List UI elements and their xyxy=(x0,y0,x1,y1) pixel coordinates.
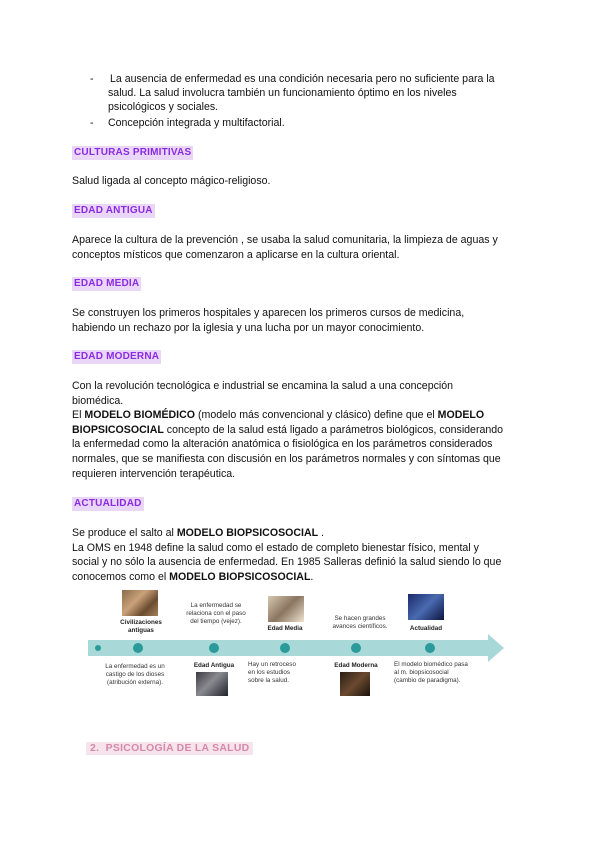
label-line: sobre la salud. xyxy=(248,677,289,684)
bullet-text: La ausencia de enfermedad es una condición necesaria pero no suficiente para la xyxy=(110,73,495,85)
text-run: . xyxy=(310,570,314,583)
bold-term: MODELO BIOPSICOSOCIAL xyxy=(176,527,319,539)
label-line: al m. biopsicosocial xyxy=(394,669,449,676)
section-number: 2. xyxy=(90,743,100,754)
bullet-text: Concepción integrada y multifactorial. xyxy=(108,117,285,129)
paragraph-moderna xyxy=(72,379,542,481)
timeline-note-retroceso xyxy=(248,661,318,685)
timeline-figure xyxy=(88,590,508,708)
heading-culturas-primitivas: CULTURAS PRIMITIVAS xyxy=(74,147,192,158)
bold-term: MODELO BIOMÉDICO xyxy=(84,409,196,422)
timeline-note-castigo xyxy=(94,663,176,687)
text-run: Se produce el salto al xyxy=(72,527,177,539)
text-run: . xyxy=(318,527,324,539)
text-run: concepto de la salud está ligado a parámetros biológicos, considerando xyxy=(163,423,504,436)
timeline-arrow xyxy=(88,634,504,662)
actualidad-image xyxy=(408,594,444,620)
paragraph-line: social y no sólo la ausencia de enfermedad. En 1985 Salleras definió la salud siendo lo que xyxy=(72,556,502,569)
paragraph-line: Se construyen los primeros hospitales y aparecen los primeros cursos de medicina, xyxy=(72,307,465,319)
timeline-dot xyxy=(95,645,101,651)
edad-antigua-image xyxy=(196,672,228,696)
paragraph-line xyxy=(72,526,542,541)
timeline-label-civilizaciones xyxy=(108,619,174,635)
paragraph-line: habiendo un rechazo por la iglesia y una lucha por un mayor conocimiento. xyxy=(72,321,425,334)
timeline-dot xyxy=(280,643,290,653)
timeline-dot xyxy=(133,643,143,653)
edad-media-image xyxy=(268,596,304,622)
text-run: (modelo más convencional y clásico) define que el xyxy=(195,409,438,422)
label-line: avances científicos. xyxy=(332,623,388,630)
label-line: La enfermedad es un xyxy=(105,663,165,670)
timeline-dot xyxy=(425,643,435,653)
label-line: (cambio de paradigma). xyxy=(394,677,461,684)
timeline-label-edad-moderna: Edad Moderna xyxy=(334,662,378,669)
section-heading-psicologia xyxy=(86,742,253,755)
bold-term: MODELO BIOPSICOSOCIAL xyxy=(169,570,311,583)
label-line: castigo de los dioses xyxy=(105,671,165,678)
label-line: relaciona con el paso xyxy=(186,610,246,617)
timeline-note-paso-tiempo xyxy=(176,602,256,626)
heading-actualidad: ACTUALIDAD xyxy=(74,498,142,509)
bullet-text: salud. La salud involucra también un funcionamiento óptimo en los niveles xyxy=(108,87,457,99)
label-line: (atribución externa). xyxy=(107,679,163,686)
paragraph-line: requieren intervención terapéutica. xyxy=(72,467,236,480)
paragraph-line: La OMS en 1948 define la salud como el estado de completo bienestar físico, mental y xyxy=(72,541,479,554)
paragraph-line xyxy=(72,423,542,438)
paragraph-line: normales, que se manifiesta con discusión en los parámetros normales y con síntomas que xyxy=(72,452,501,465)
bullet-marker: - xyxy=(90,117,94,129)
label-line: El modelo biomédico pasa xyxy=(394,661,468,668)
paragraph-primitivas: Salud ligada al concepto mágico-religioso. xyxy=(72,175,271,187)
paragraph-antigua xyxy=(72,233,552,262)
paragraph-media xyxy=(72,306,532,335)
timeline-note-avances xyxy=(320,615,400,631)
bold-term: BIOPSICOSOCIAL xyxy=(72,423,164,436)
edad-moderna-image xyxy=(340,672,370,696)
label-line: Hay un retroceso xyxy=(248,661,296,668)
paragraph-actualidad xyxy=(72,526,542,584)
heading-edad-moderna: EDAD MODERNA xyxy=(74,351,160,362)
timeline-label-edad-media: Edad Media xyxy=(267,625,303,632)
label-line: antiguas xyxy=(128,627,154,634)
paragraph-line: la enfermedad como la alteración anatómica o fisiológica en los parámetros considerados xyxy=(72,438,493,451)
bold-term: MODELO xyxy=(437,409,485,422)
text-run: El xyxy=(72,409,85,422)
civilizaciones-image xyxy=(122,590,158,616)
paragraph-line: Aparece la cultura de la prevención , se usaba la salud comunitaria, la limpieza de aguas y xyxy=(72,234,498,246)
text-run: conocemos como el xyxy=(72,570,170,583)
timeline-dot xyxy=(351,643,361,653)
label-line: La enfermedad se xyxy=(190,602,242,609)
label-line: en los estudios xyxy=(248,669,291,676)
label-line: Se hacen grandes xyxy=(334,615,386,622)
label-line: Civilizaciones xyxy=(120,619,162,626)
section-title: PSICOLOGÍA DE LA SALUD xyxy=(105,743,250,754)
paragraph-line: biomédica. xyxy=(72,394,124,407)
label-line: del tiempo (vejez). xyxy=(190,618,242,625)
timeline-label-edad-antigua: Edad Antigua xyxy=(193,662,235,669)
paragraph-line: Con la revolución tecnológica e industrial se encamina la salud a una concepción xyxy=(72,380,454,392)
timeline-note-biomedico xyxy=(394,661,494,685)
bullet-marker: - xyxy=(90,73,94,85)
bullet-text: psicológicos y sociales. xyxy=(108,101,219,113)
timeline-label-actualidad: Actualidad xyxy=(409,625,443,632)
paragraph-line xyxy=(72,570,542,585)
paragraph-line: conceptos místicos que comenzaron a aplicarse en la cultura oriental. xyxy=(72,248,400,261)
paragraph-line xyxy=(72,408,542,423)
timeline-dot xyxy=(209,643,219,653)
heading-edad-antigua: EDAD ANTIGUA xyxy=(74,205,153,216)
heading-edad-media: EDAD MEDIA xyxy=(74,278,140,289)
